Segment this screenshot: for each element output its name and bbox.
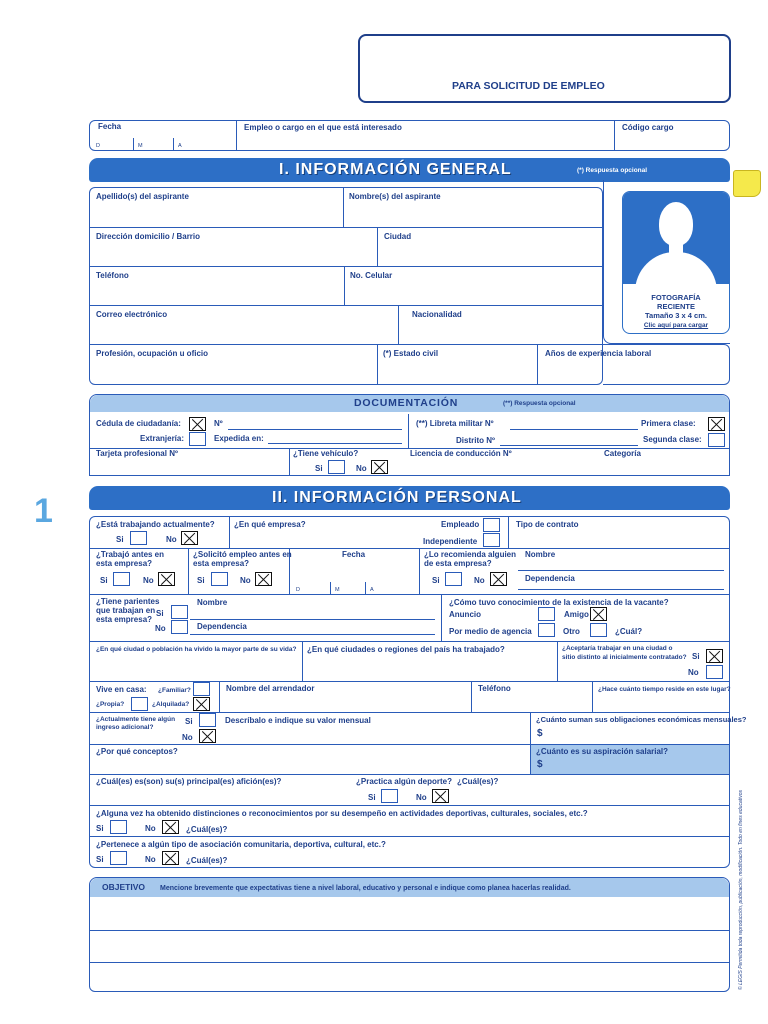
recomienda-no-checkbox[interactable]	[490, 572, 507, 586]
photo-upload[interactable]: FOTOGRAFÍA RECIENTE Tamaño 3 x 4 cm. Clic aquí para cargar	[622, 191, 730, 334]
trabajo-antes-no-checkbox[interactable]	[158, 572, 175, 586]
deporte-no-checkbox[interactable]	[432, 789, 449, 803]
independiente-checkbox[interactable]	[483, 533, 500, 547]
parientes-no-checkbox[interactable]	[171, 620, 188, 634]
avatar-placeholder-icon	[623, 192, 729, 284]
asociacion-si-checkbox[interactable]	[110, 851, 127, 865]
fecha-label: Fecha	[98, 122, 122, 131]
agencia-checkbox[interactable]	[538, 623, 555, 637]
otro-checkbox[interactable]	[590, 623, 607, 637]
section-general-header: I. INFORMACIÓN GENERAL (*) Respuesta opcional	[89, 158, 730, 182]
trabajando-no-checkbox[interactable]	[181, 531, 198, 545]
amigo-checkbox[interactable]	[590, 607, 607, 621]
familiar-checkbox[interactable]	[193, 682, 210, 696]
distinciones-si-checkbox[interactable]	[110, 820, 127, 834]
upload-photo-link[interactable]: Clic aquí para cargar	[643, 322, 709, 329]
empleo-label: Empleo o cargo en el que está interesado	[244, 123, 402, 132]
page-title: PARA SOLICITUD DE EMPLEO	[452, 80, 605, 92]
asociacion-no-checkbox[interactable]	[162, 851, 179, 865]
empleado-checkbox[interactable]	[483, 518, 500, 532]
ingreso-si-checkbox[interactable]	[199, 713, 216, 727]
copyright-side-text: © LEGIS Permitida toda reproducción, publicación, modificación. Todo en fines educativos	[738, 790, 744, 990]
title-box	[358, 34, 731, 103]
alquilada-checkbox[interactable]	[193, 697, 210, 711]
vehiculo-no-checkbox[interactable]	[371, 460, 388, 474]
vehiculo-si-checkbox[interactable]	[328, 460, 345, 474]
trabajando-si-checkbox[interactable]	[130, 531, 147, 545]
sticky-note-icon[interactable]	[733, 170, 761, 197]
aceptaria-si-checkbox[interactable]	[706, 649, 723, 663]
extranjeria-checkbox[interactable]	[189, 432, 206, 446]
recomienda-si-checkbox[interactable]	[445, 572, 462, 586]
trabajo-antes-si-checkbox[interactable]	[113, 572, 130, 586]
solicito-no-checkbox[interactable]	[255, 572, 272, 586]
solicito-si-checkbox[interactable]	[211, 572, 228, 586]
primera-clase-checkbox[interactable]	[708, 417, 725, 431]
segunda-clase-checkbox[interactable]	[708, 433, 725, 447]
ingreso-no-checkbox[interactable]	[199, 729, 216, 743]
anuncio-checkbox[interactable]	[538, 607, 555, 621]
side-number: 1	[34, 492, 53, 530]
deporte-si-checkbox[interactable]	[381, 789, 398, 803]
propia-checkbox[interactable]	[131, 697, 148, 711]
aceptaria-no-checkbox[interactable]	[706, 665, 723, 679]
cedula-checkbox[interactable]	[189, 417, 206, 431]
section-personal-header: II. INFORMACIÓN PERSONAL	[89, 486, 730, 510]
codigo-label: Código cargo	[622, 123, 674, 132]
parientes-si-checkbox[interactable]	[171, 605, 188, 619]
distinciones-no-checkbox[interactable]	[162, 820, 179, 834]
